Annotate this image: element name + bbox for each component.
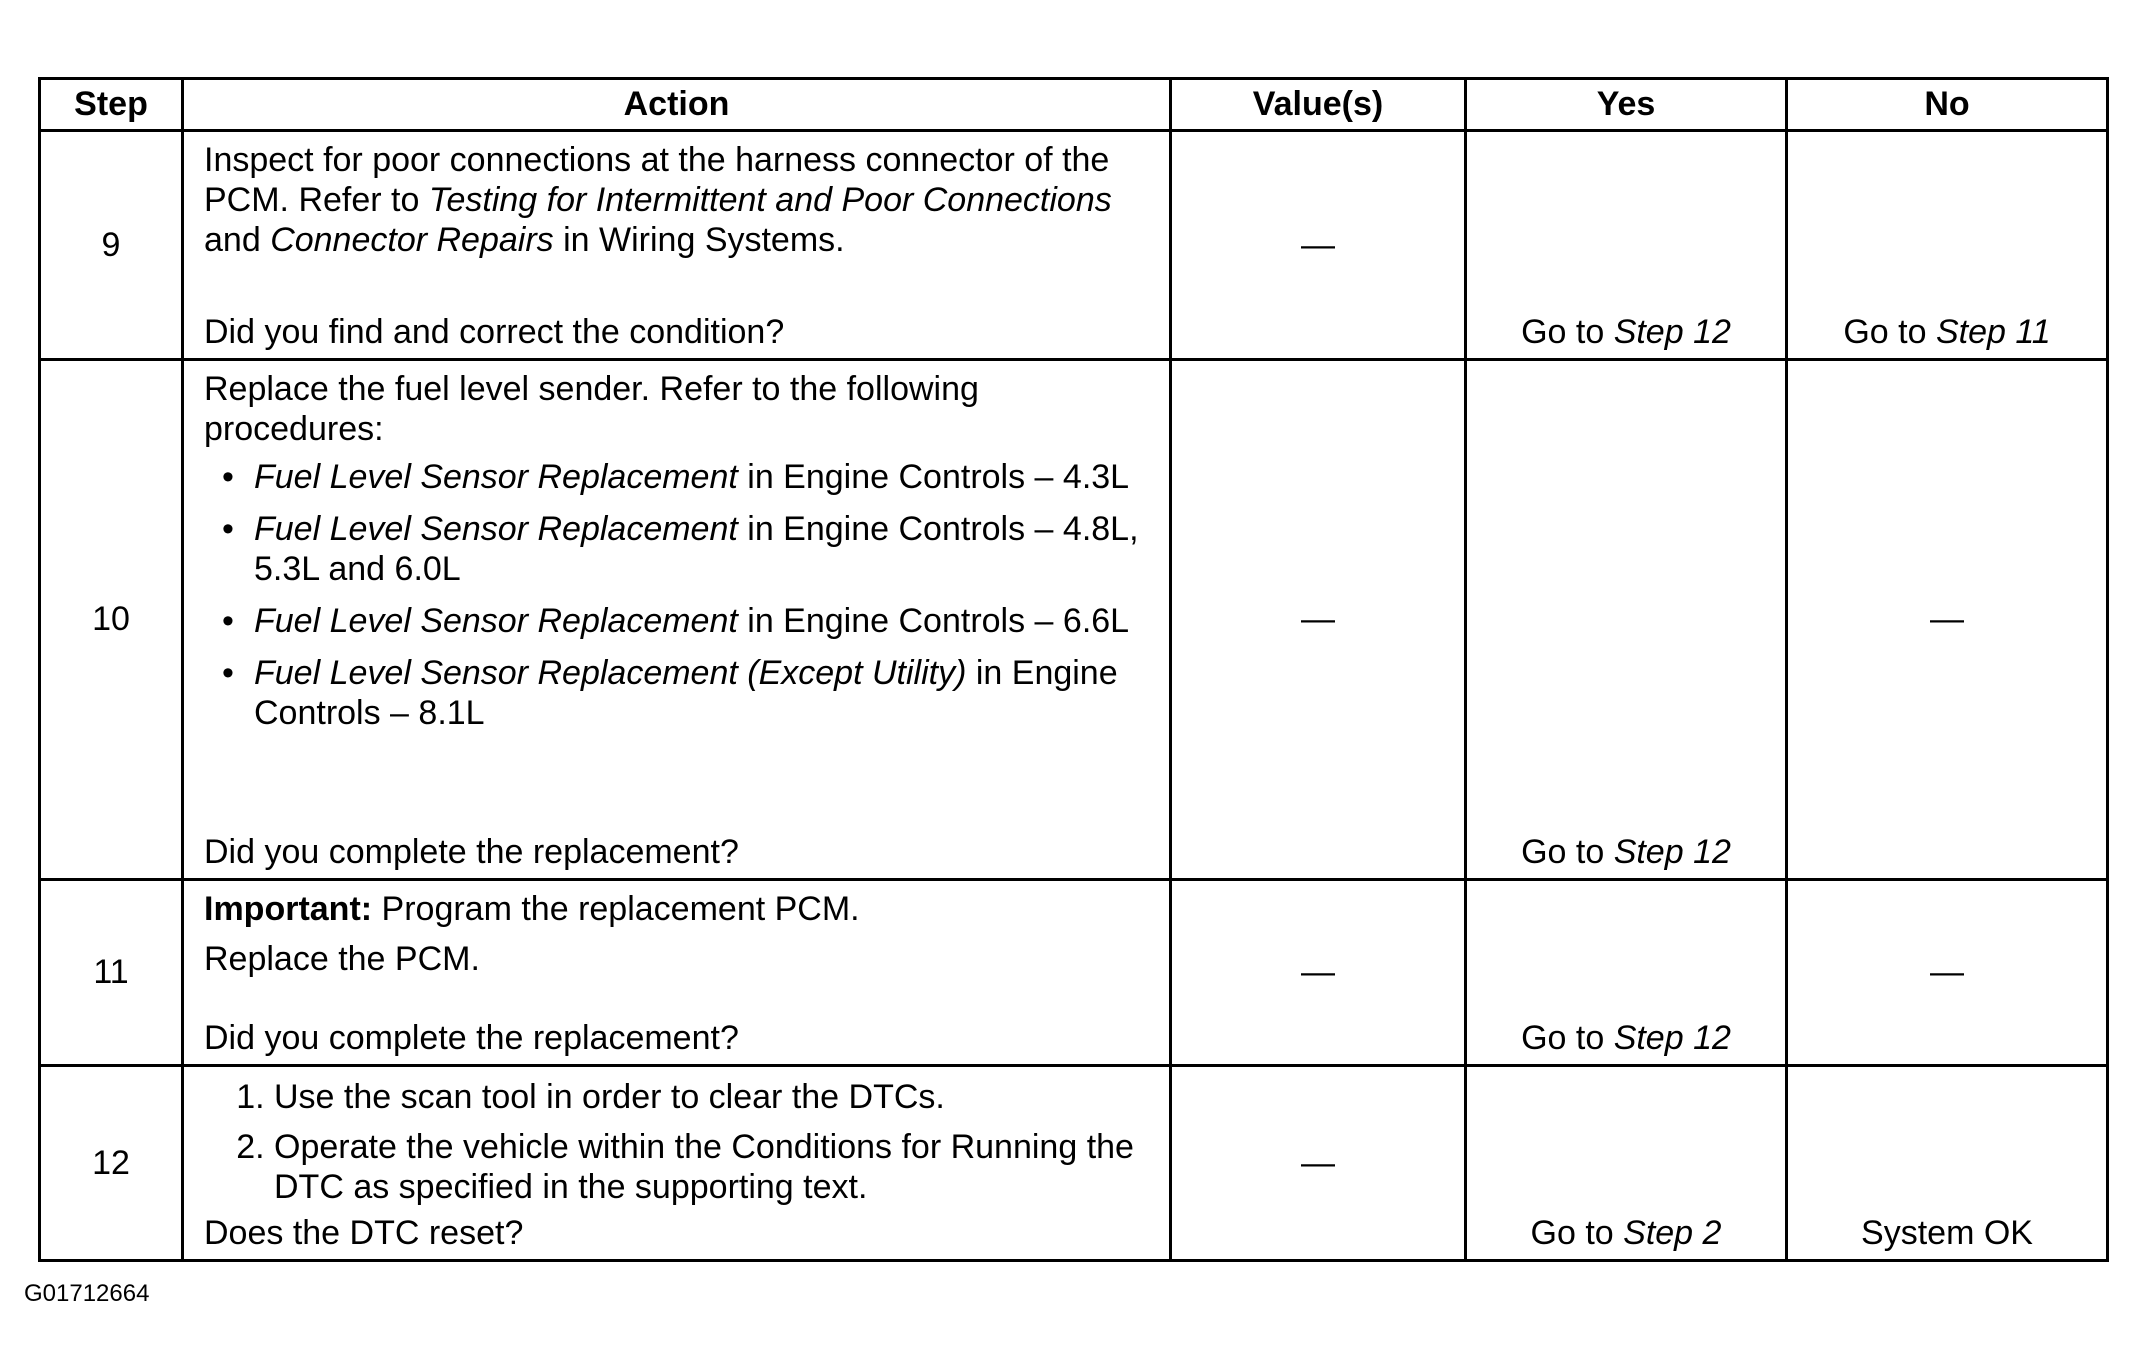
action-text: Replace the fuel level sender. Refer to the following procedures: [204, 370, 979, 448]
step-number: 9 [40, 131, 183, 360]
action-question: Did you complete the replacement? [204, 1019, 739, 1057]
action-question: Did you complete the replacement? [204, 833, 739, 871]
important-note: Important: Program the replacement PCM. [204, 890, 860, 928]
header-values: Value(s) [1171, 79, 1466, 131]
table-row-step-10 [40, 360, 2108, 880]
table-row-step-9 [40, 131, 2108, 360]
action-cell [183, 1066, 1171, 1261]
action-question: Did you find and correct the condition? [204, 313, 785, 351]
list-item: • Fuel Level Sensor Replacement in Engine Controls – 6.6L [254, 601, 1149, 641]
yes-cell: Go to Step 12 [1466, 131, 1787, 360]
yes-cell: Go to Step 12 [1466, 360, 1787, 880]
header-step: Step [40, 79, 183, 131]
table-row-step-11 [40, 880, 2108, 1066]
no-cell: System OK [1787, 1066, 2108, 1261]
list-item: • Fuel Level Sensor Replacement in Engine Controls – 4.3L [254, 457, 1149, 497]
value-cell: — [1171, 1066, 1466, 1261]
list-item: • Fuel Level Sensor Replacement in Engine Controls – 4.8L, 5.3L and 6.0L [254, 509, 1149, 589]
list-item: 2. Operate the vehicle within the Conditions for Running the DTC as specified in the supporting text. [274, 1127, 1149, 1207]
procedure-list [204, 457, 1149, 733]
action-text: Replace the PCM. [204, 940, 480, 978]
no-cell: — [1787, 880, 2108, 1066]
yes-cell: Go to Step 2 [1466, 1066, 1787, 1261]
list-item: • Fuel Level Sensor Replacement (Except Utility) in Engine Controls – 8.1L [254, 653, 1149, 733]
header-yes: Yes [1466, 79, 1787, 131]
step-number: 11 [40, 880, 183, 1066]
action-text: Inspect for poor connections at the harness connector of the PCM. Refer to Testing for Intermittent and Poor Connections and Connector Repairs in Wiring Systems. [204, 141, 1112, 259]
no-cell: Go to Step 11 [1787, 131, 2108, 360]
no-cell: — [1787, 360, 2108, 880]
action-steps-list [204, 1077, 1149, 1207]
value-cell: — [1171, 360, 1466, 880]
value-cell: — [1171, 131, 1466, 360]
table-row-step-12 [40, 1066, 2108, 1261]
figure-code: G01712664 [24, 1280, 150, 1307]
step-number: 12 [40, 1066, 183, 1261]
step-number: 10 [40, 360, 183, 880]
list-item: 1. Use the scan tool in order to clear the DTCs. [274, 1077, 1149, 1117]
action-cell [183, 880, 1171, 1066]
action-cell [183, 131, 1171, 360]
header-row [40, 79, 2108, 131]
diagnostic-table [38, 77, 2109, 1262]
header-no: No [1787, 79, 2108, 131]
value-cell: — [1171, 880, 1466, 1066]
action-question: Does the DTC reset? [204, 1214, 524, 1252]
action-cell [183, 360, 1171, 880]
header-action: Action [183, 79, 1171, 131]
yes-cell: Go to Step 12 [1466, 880, 1787, 1066]
